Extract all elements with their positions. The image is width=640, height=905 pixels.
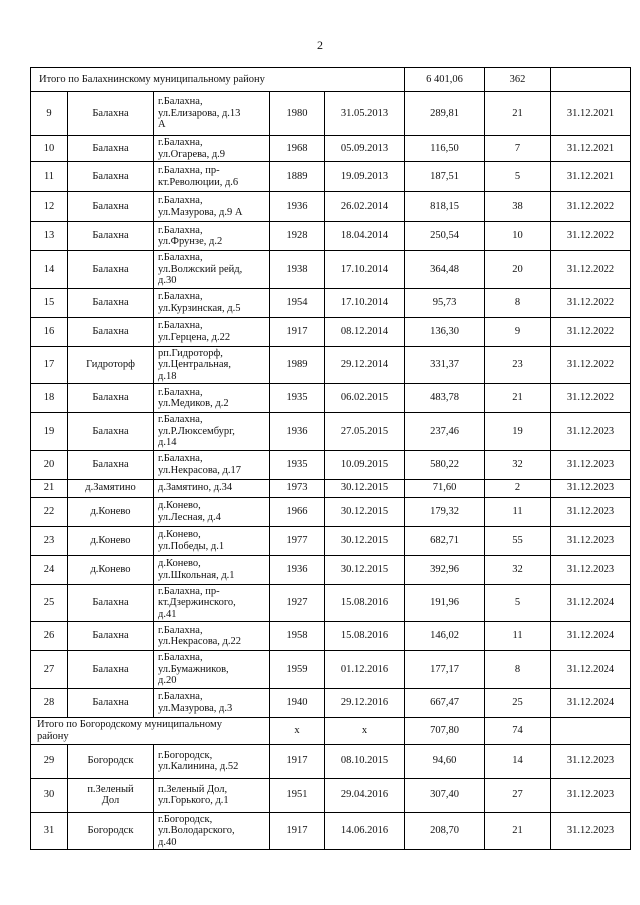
locality-cell: д.Конево xyxy=(68,526,154,555)
date-cell: х xyxy=(325,717,405,744)
deadline-cell: 31.12.2023 xyxy=(551,497,631,526)
row-number-cell: 25 xyxy=(31,584,68,622)
date-cell: 10.09.2015 xyxy=(325,450,405,479)
table-row xyxy=(31,317,631,346)
date-cell: 26.02.2014 xyxy=(325,192,405,222)
year-cell: 1966 xyxy=(270,497,325,526)
table-row xyxy=(31,192,631,222)
locality-cell: Богородск xyxy=(68,812,154,850)
address-cell: д.Конево, ул.Школьная, д.1 xyxy=(154,555,270,584)
year-cell: 1951 xyxy=(270,778,325,812)
address-cell: г.Балахна, ул.Мазурова, д.9 А xyxy=(154,192,270,222)
date-cell: 30.12.2015 xyxy=(325,479,405,497)
year-cell: 1928 xyxy=(270,222,325,251)
area-cell: 191,96 xyxy=(405,584,485,622)
subtotal-row xyxy=(31,717,631,744)
locality-cell: д.Конево xyxy=(68,555,154,584)
locality-cell: Балахна xyxy=(68,450,154,479)
date-cell: 30.12.2015 xyxy=(325,526,405,555)
people-cell: 19 xyxy=(485,413,551,451)
year-cell: 1917 xyxy=(270,317,325,346)
table-row xyxy=(31,584,631,622)
date-cell: 15.08.2016 xyxy=(325,584,405,622)
date-cell: 15.08.2016 xyxy=(325,622,405,651)
address-cell: г.Балахна, ул.Фрунзе, д.2 xyxy=(154,222,270,251)
area-cell: 392,96 xyxy=(405,555,485,584)
housing-register-table xyxy=(30,67,631,850)
date-cell: 17.10.2014 xyxy=(325,251,405,289)
deadline-cell: 31.12.2023 xyxy=(551,479,631,497)
address-cell: г.Богородск, ул.Володарского, д.40 xyxy=(154,812,270,850)
area-cell: 580,22 xyxy=(405,450,485,479)
address-cell: г.Балахна, ул.Бумажников, д.20 xyxy=(154,651,270,689)
table-row xyxy=(31,744,631,778)
date-cell: 01.12.2016 xyxy=(325,651,405,689)
address-cell: г.Балахна, ул.Огарева, д.9 xyxy=(154,136,270,162)
area-cell: 208,70 xyxy=(405,812,485,850)
row-number-cell: 21 xyxy=(31,479,68,497)
deadline-cell: 31.12.2023 xyxy=(551,413,631,451)
year-cell: 1940 xyxy=(270,688,325,717)
table-row xyxy=(31,346,631,384)
year-cell: 1980 xyxy=(270,92,325,136)
table-row xyxy=(31,479,631,497)
area-cell: 682,71 xyxy=(405,526,485,555)
year-cell: 1938 xyxy=(270,251,325,289)
address-cell: рп.Гидроторф, ул.Центральная, д.18 xyxy=(154,346,270,384)
table-row xyxy=(31,136,631,162)
deadline-cell: 31.12.2023 xyxy=(551,812,631,850)
people-cell: 8 xyxy=(485,288,551,317)
row-number-cell: 14 xyxy=(31,251,68,289)
locality-cell: д.Замятино xyxy=(68,479,154,497)
table-row xyxy=(31,251,631,289)
row-number-cell: 10 xyxy=(31,136,68,162)
row-number-cell: 12 xyxy=(31,192,68,222)
row-number-cell: 18 xyxy=(31,384,68,413)
row-number-cell: 9 xyxy=(31,92,68,136)
address-cell: г.Балахна, ул.Мазурова, д.3 xyxy=(154,688,270,717)
table-row xyxy=(31,555,631,584)
people-cell: 362 xyxy=(485,68,551,92)
area-cell: 289,81 xyxy=(405,92,485,136)
area-cell: 6 401,06 xyxy=(405,68,485,92)
people-cell: 5 xyxy=(485,584,551,622)
row-number-cell: 28 xyxy=(31,688,68,717)
locality-cell: Балахна xyxy=(68,222,154,251)
locality-cell: Гидроторф xyxy=(68,346,154,384)
area-cell: 237,46 xyxy=(405,413,485,451)
locality-cell: Балахна xyxy=(68,413,154,451)
locality-cell: Балахна xyxy=(68,622,154,651)
locality-cell: Балахна xyxy=(68,192,154,222)
date-cell: 19.09.2013 xyxy=(325,162,405,192)
people-cell: 2 xyxy=(485,479,551,497)
date-cell: 06.02.2015 xyxy=(325,384,405,413)
locality-cell: Балахна xyxy=(68,92,154,136)
area-cell: 818,15 xyxy=(405,192,485,222)
year-cell: 1935 xyxy=(270,450,325,479)
locality-cell: Богородск xyxy=(68,744,154,778)
date-cell: 14.06.2016 xyxy=(325,812,405,850)
year-cell: 1959 xyxy=(270,651,325,689)
year-cell: х xyxy=(270,717,325,744)
deadline-cell: 31.12.2022 xyxy=(551,346,631,384)
year-cell: 1917 xyxy=(270,812,325,850)
area-cell: 667,47 xyxy=(405,688,485,717)
locality-cell: д.Конево xyxy=(68,497,154,526)
locality-cell: Балахна xyxy=(68,384,154,413)
table-row xyxy=(31,450,631,479)
address-cell: г.Балахна, ул.Герцена, д.22 xyxy=(154,317,270,346)
people-cell: 38 xyxy=(485,192,551,222)
date-cell: 27.05.2015 xyxy=(325,413,405,451)
people-cell: 23 xyxy=(485,346,551,384)
year-cell: 1889 xyxy=(270,162,325,192)
deadline-cell: 31.12.2021 xyxy=(551,92,631,136)
address-cell: г.Богородск, ул.Калинина, д.52 xyxy=(154,744,270,778)
deadline-cell: 31.12.2022 xyxy=(551,288,631,317)
table-row xyxy=(31,622,631,651)
people-cell: 21 xyxy=(485,812,551,850)
table-row xyxy=(31,812,631,850)
deadline-cell: 31.12.2024 xyxy=(551,622,631,651)
people-cell: 10 xyxy=(485,222,551,251)
people-cell: 20 xyxy=(485,251,551,289)
date-cell: 30.12.2015 xyxy=(325,497,405,526)
table-row xyxy=(31,222,631,251)
year-cell: 1927 xyxy=(270,584,325,622)
deadline-cell: 31.12.2023 xyxy=(551,744,631,778)
year-cell: 1917 xyxy=(270,744,325,778)
date-cell: 30.12.2015 xyxy=(325,555,405,584)
area-cell: 94,60 xyxy=(405,744,485,778)
address-cell: г.Балахна, пр- кт.Дзержинского, д.41 xyxy=(154,584,270,622)
date-cell: 17.10.2014 xyxy=(325,288,405,317)
address-cell: г.Балахна, ул.Р.Люксембург, д.14 xyxy=(154,413,270,451)
people-cell: 8 xyxy=(485,651,551,689)
locality-cell: Балахна xyxy=(68,162,154,192)
area-cell: 116,50 xyxy=(405,136,485,162)
deadline-cell xyxy=(551,717,631,744)
people-cell: 27 xyxy=(485,778,551,812)
row-number-cell: 22 xyxy=(31,497,68,526)
area-cell: 307,40 xyxy=(405,778,485,812)
area-cell: 71,60 xyxy=(405,479,485,497)
year-cell: 1954 xyxy=(270,288,325,317)
locality-cell: Балахна xyxy=(68,251,154,289)
deadline-cell: 31.12.2024 xyxy=(551,688,631,717)
date-cell: 29.12.2014 xyxy=(325,346,405,384)
area-cell: 707,80 xyxy=(405,717,485,744)
year-cell: 1936 xyxy=(270,192,325,222)
people-cell: 21 xyxy=(485,92,551,136)
deadline-cell: 31.12.2022 xyxy=(551,251,631,289)
area-cell: 179,32 xyxy=(405,497,485,526)
people-cell: 25 xyxy=(485,688,551,717)
area-cell: 331,37 xyxy=(405,346,485,384)
deadline-cell: 31.12.2024 xyxy=(551,584,631,622)
area-cell: 136,30 xyxy=(405,317,485,346)
address-cell: г.Балахна, ул.Курзинская, д.5 xyxy=(154,288,270,317)
area-cell: 146,02 xyxy=(405,622,485,651)
locality-cell: Балахна xyxy=(68,584,154,622)
date-cell: 31.05.2013 xyxy=(325,92,405,136)
date-cell: 29.12.2016 xyxy=(325,688,405,717)
row-number-cell: 20 xyxy=(31,450,68,479)
area-cell: 250,54 xyxy=(405,222,485,251)
table-row xyxy=(31,413,631,451)
address-cell: д.Конево, ул.Лесная, д.4 xyxy=(154,497,270,526)
deadline-cell: 31.12.2022 xyxy=(551,384,631,413)
deadline-cell: 31.12.2023 xyxy=(551,778,631,812)
people-cell: 14 xyxy=(485,744,551,778)
people-cell: 9 xyxy=(485,317,551,346)
locality-cell: Балахна xyxy=(68,288,154,317)
deadline-cell xyxy=(551,68,631,92)
row-number-cell: 29 xyxy=(31,744,68,778)
area-cell: 187,51 xyxy=(405,162,485,192)
date-cell: 05.09.2013 xyxy=(325,136,405,162)
deadline-cell: 31.12.2021 xyxy=(551,162,631,192)
address-cell: г.Балахна, ул.Елизарова, д.13 А xyxy=(154,92,270,136)
date-cell: 08.10.2015 xyxy=(325,744,405,778)
table-row xyxy=(31,778,631,812)
table-row xyxy=(31,526,631,555)
row-number-cell: 26 xyxy=(31,622,68,651)
row-number-cell: 27 xyxy=(31,651,68,689)
locality-cell: Балахна xyxy=(68,688,154,717)
year-cell: 1968 xyxy=(270,136,325,162)
people-cell: 55 xyxy=(485,526,551,555)
people-cell: 74 xyxy=(485,717,551,744)
people-cell: 32 xyxy=(485,555,551,584)
address-cell: г.Балахна, ул.Некрасова, д.17 xyxy=(154,450,270,479)
deadline-cell: 31.12.2021 xyxy=(551,136,631,162)
people-cell: 5 xyxy=(485,162,551,192)
locality-cell: Балахна xyxy=(68,136,154,162)
row-number-cell: 23 xyxy=(31,526,68,555)
year-cell: 1936 xyxy=(270,555,325,584)
table-row xyxy=(31,688,631,717)
year-cell: 1973 xyxy=(270,479,325,497)
deadline-cell: 31.12.2023 xyxy=(551,555,631,584)
table-row xyxy=(31,288,631,317)
table-row xyxy=(31,162,631,192)
table-row xyxy=(31,92,631,136)
people-cell: 11 xyxy=(485,622,551,651)
row-number-cell: 16 xyxy=(31,317,68,346)
people-cell: 7 xyxy=(485,136,551,162)
area-cell: 177,17 xyxy=(405,651,485,689)
area-cell: 483,78 xyxy=(405,384,485,413)
row-number-cell: 17 xyxy=(31,346,68,384)
date-cell: 08.12.2014 xyxy=(325,317,405,346)
table-body xyxy=(31,68,631,850)
year-cell: 1958 xyxy=(270,622,325,651)
address-cell: д.Конево, ул.Победы, д.1 xyxy=(154,526,270,555)
people-cell: 32 xyxy=(485,450,551,479)
date-cell: 29.04.2016 xyxy=(325,778,405,812)
address-cell: г.Балахна, пр- кт.Революции, д.6 xyxy=(154,162,270,192)
deadline-cell: 31.12.2024 xyxy=(551,651,631,689)
deadline-cell: 31.12.2022 xyxy=(551,317,631,346)
deadline-cell: 31.12.2022 xyxy=(551,192,631,222)
page-number: 2 xyxy=(317,38,323,52)
deadline-cell: 31.12.2022 xyxy=(551,222,631,251)
people-cell: 21 xyxy=(485,384,551,413)
locality-cell: Балахна xyxy=(68,651,154,689)
address-cell: д.Замятино, д.34 xyxy=(154,479,270,497)
locality-cell: п.Зеленый Дол xyxy=(68,778,154,812)
address-cell: г.Балахна, ул.Волжский рейд, д.30 xyxy=(154,251,270,289)
year-cell: 1977 xyxy=(270,526,325,555)
address-cell: г.Балахна, ул.Медиков, д.2 xyxy=(154,384,270,413)
subtotal-label: Итого по Богородскому муниципальному району xyxy=(31,717,270,744)
address-cell: г.Балахна, ул.Некрасова, д.22 xyxy=(154,622,270,651)
year-cell: 1989 xyxy=(270,346,325,384)
row-number-cell: 30 xyxy=(31,778,68,812)
row-number-cell: 19 xyxy=(31,413,68,451)
year-cell: 1935 xyxy=(270,384,325,413)
row-number-cell: 11 xyxy=(31,162,68,192)
row-number-cell: 13 xyxy=(31,222,68,251)
table-row xyxy=(31,497,631,526)
deadline-cell: 31.12.2023 xyxy=(551,450,631,479)
year-cell: 1936 xyxy=(270,413,325,451)
area-cell: 95,73 xyxy=(405,288,485,317)
table-row xyxy=(31,384,631,413)
table-row xyxy=(31,651,631,689)
row-number-cell: 31 xyxy=(31,812,68,850)
subtotal-row xyxy=(31,68,631,92)
row-number-cell: 15 xyxy=(31,288,68,317)
deadline-cell: 31.12.2023 xyxy=(551,526,631,555)
people-cell: 11 xyxy=(485,497,551,526)
address-cell: п.Зеленый Дол, ул.Горького, д.1 xyxy=(154,778,270,812)
row-number-cell: 24 xyxy=(31,555,68,584)
locality-cell: Балахна xyxy=(68,317,154,346)
area-cell: 364,48 xyxy=(405,251,485,289)
subtotal-label: Итого по Балахнинскому муниципальному району xyxy=(31,68,405,92)
date-cell: 18.04.2014 xyxy=(325,222,405,251)
